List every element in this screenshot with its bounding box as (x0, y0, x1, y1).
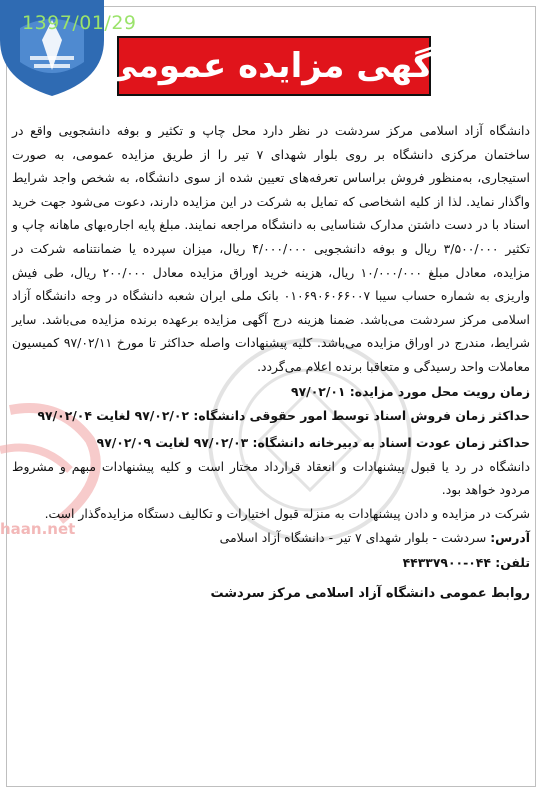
publish-date: 1397/01/29 (22, 12, 137, 34)
phone-label: تلفن: (495, 555, 530, 571)
watermark-text: haan.net (0, 520, 76, 538)
body-paragraph: دانشگاه آزاد اسلامی مرکز سردشت در نظر دارد محل چاپ و تکثیر و بوفه دانشجویی واقع در ساختمان مرکزی دانشگاه بر روی بلوار شهدای ۷ تیر را از طریق مزایده عمومی، به صورت استیجاری، به‌منظور فروش براساس تعرفه‌های تعیین شده از سوی دانشگاه، به شخص واجد شرایط واگذار نماید. لذا از کلیه اشخاصی که تمایل به شرکت در این مزایده دارند، دعوت می‌شود جهت خرید اسناد با در دست داشتن مدارک شناسایی به دانشگاه مراجعه نمایند. مبلغ پایه اجاره‌بهای ماهانه چاپ و تکثیر ۳/۵۰۰/۰۰۰ ریال و بوفه دانشجویی ۴/۰۰۰/۰۰۰ ریال، میزان سپرده یا ضمانتنامه شرکت در مزایده، معادل مبلغ ۱۰/۰۰۰/۰۰۰ ریال، هزینه خرید اوراق مزایده معادل ۲۰۰/۰۰۰ ریال، طی فیش واریزی به شماره حساب سیبا ۰۱۰۶۹۰۶۰۶۶۰۰۷ بانک ملی ایران شعبه دانشگاه در وجه دانشگاه آزاد اسلامی مرکز سردشت می‌باشد. ضمنا هزینه درج آگهی مزایده برعهده برنده مزایده می‌باشد. سایر شرایط، مندرج در اوراق مزایده می‌باشد. کلیه پیشنهادات واصله حداکثر تا مورخ ۹۷/۰۲/۱۱ کمیسیون معاملات واحد رسیدگی و متعاقبا برنده اعلام می‌گردد. (12, 123, 531, 374)
address-line (12, 525, 530, 550)
page-title: آگهی مزایده عمومی (103, 46, 445, 86)
address-label: آدرس: (490, 530, 530, 546)
phone-line (12, 550, 530, 575)
title-banner (103, 36, 445, 96)
signature: روابط عمومی دانشگاه آزاد اسلامی مرکز سردشت (210, 586, 530, 602)
return-period: حداکثر زمان عودت اسناد به دبیرخانه دانشگاه: ۹۷/۰۲/۰۳ لغایت ۹۷/۰۲/۰۹ (96, 434, 530, 450)
rejection-note: دانشگاه در رد یا قبول پیشنهادات و انعقاد قرارداد مختار است و کلیه پیشنهادات مبهم و مشروط مردود خواهد بود. (12, 458, 530, 498)
notice-body (12, 119, 530, 606)
address-value: سردشت - بلوار شهدای ۷ تیر - دانشگاه آزاد اسلامی (219, 530, 491, 546)
participation-note: شرکت در مزایده و دادن پیشنهادات به منزله قبول اختیارات و تکالیف دستگاه مزایده‌گذار است. (44, 505, 530, 521)
phone-value: ۰۴۴-۴۴۳۳۷۹۰۰ (402, 555, 496, 571)
sale-period: حداکثر زمان فروش اسناد توسط امور حقوقی دانشگاه: ۹۷/۰۲/۰۲ لغایت ۹۷/۰۲/۰۴ (37, 407, 530, 423)
visit-date: زمان رویت محل مورد مزایده: ۹۷/۰۲/۰۱ (291, 383, 530, 399)
